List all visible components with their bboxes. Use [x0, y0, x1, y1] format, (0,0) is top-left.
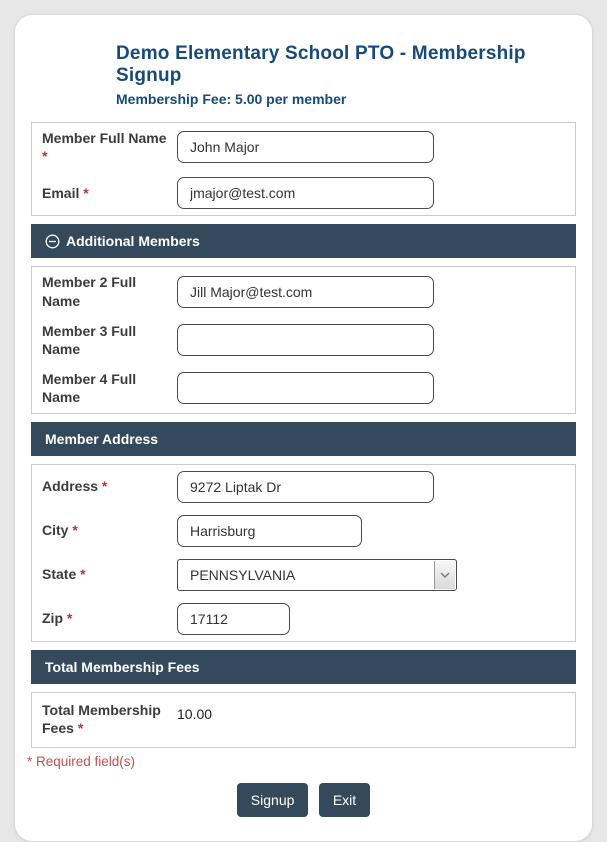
member2-input[interactable]: [177, 276, 434, 308]
state-label: State *: [42, 566, 86, 583]
total-fees-value: 10.00: [177, 705, 213, 722]
exit-button[interactable]: Exit: [319, 783, 370, 817]
state-select[interactable]: [177, 559, 457, 591]
member3-label: Member 3 Full Name: [42, 322, 137, 357]
member3-input[interactable]: [177, 324, 434, 356]
zip-row: [32, 597, 575, 641]
city-row: [32, 509, 575, 553]
total-fees-header: [31, 650, 576, 684]
email-label: Email *: [42, 185, 89, 202]
zip-input[interactable]: [177, 603, 290, 635]
zip-label: Zip *: [42, 610, 73, 627]
required-asterisk: *: [101, 478, 108, 495]
required-asterisk: *: [66, 610, 73, 627]
city-label: City *: [42, 522, 78, 539]
member2-row: [32, 267, 575, 315]
state-row: [32, 553, 575, 597]
member-address-header: [31, 422, 576, 456]
minus-circle-icon[interactable]: [45, 234, 60, 249]
address-row: [32, 465, 575, 509]
page-header: [15, 15, 592, 107]
total-fees-row: [32, 693, 575, 747]
signup-button[interactable]: Signup: [237, 783, 309, 817]
member4-input[interactable]: [177, 372, 434, 404]
additional-members-header-label: Additional Members: [66, 233, 200, 250]
required-asterisk: *: [72, 522, 78, 539]
member-name-row: [32, 123, 575, 171]
member2-label: Member 2 Full Name: [42, 274, 137, 309]
total-fees-label: Total Membership Fees *: [42, 701, 161, 736]
member4-label: Member 4 Full Name: [42, 371, 137, 406]
primary-member-group: [31, 122, 576, 216]
member-name-label: Member Full Name *: [42, 130, 167, 165]
chevron-down-icon[interactable]: [434, 561, 455, 589]
address-label: Address *: [42, 478, 108, 495]
required-asterisk: *: [83, 185, 89, 202]
email-input[interactable]: [177, 177, 434, 209]
signup-form: [31, 122, 576, 748]
total-fees-group: [31, 692, 576, 748]
required-asterisk: *: [77, 719, 84, 736]
member-name-input[interactable]: [177, 131, 434, 163]
additional-members-group: [31, 266, 576, 413]
member4-row: [32, 364, 575, 412]
city-input[interactable]: [177, 515, 362, 547]
email-row: [32, 171, 575, 215]
member-address-group: [31, 464, 576, 642]
address-input[interactable]: [177, 471, 434, 503]
total-fees-header-label: Total Membership Fees: [45, 658, 200, 675]
membership-fee-subtitle: Membership Fee: 5.00 per member: [116, 91, 347, 107]
member3-row: [32, 316, 575, 364]
member-address-header-label: Member Address: [45, 430, 159, 447]
additional-members-header[interactable]: [31, 224, 576, 258]
required-asterisk: *: [80, 566, 86, 583]
button-bar: [15, 783, 592, 817]
signup-card: [14, 14, 593, 842]
page-title: Demo Elementary School PTO - Membership Signup: [116, 43, 526, 86]
required-asterisk: *: [42, 148, 48, 165]
state-select-value: PENNSYLVANIA: [190, 566, 296, 583]
required-note: * Required field(s): [27, 753, 136, 769]
